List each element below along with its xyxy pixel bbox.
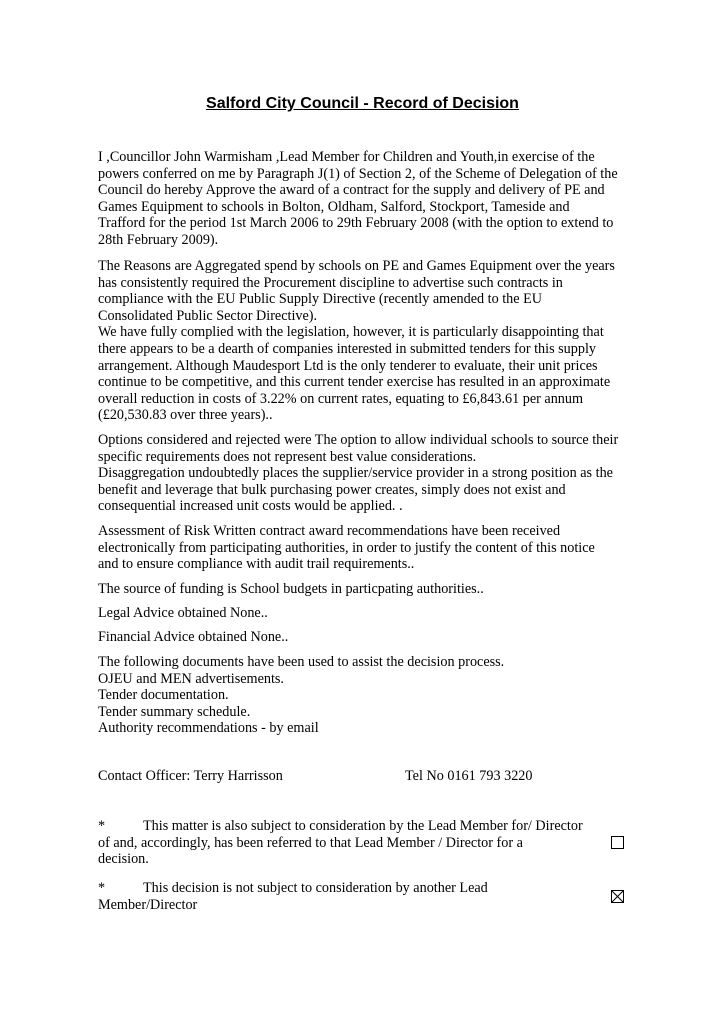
page-title: Salford City Council - Record of Decision xyxy=(206,95,519,112)
risk-line: Assessment of Risk Written contract award recommendations have been received xyxy=(98,523,561,539)
referral-note xyxy=(98,818,598,868)
reasons-line: (£20,530.83 over three years).. xyxy=(98,407,273,424)
options-line: Options considered and rejected were The option to allow individual schools to source their xyxy=(98,432,619,448)
risk-paragraph xyxy=(98,523,658,573)
decision-line: Council do hereby Approve the award of a contract for the supply and delivery of PE and xyxy=(98,182,605,199)
no-referral-checkbox[interactable] xyxy=(611,890,624,903)
options-line: benefit and leverage that bulk purchasing power creates, simply does not exist and xyxy=(98,481,566,498)
documents-line: The following documents have been used to assist the decision process. xyxy=(98,654,505,670)
decision-line: Games Equipment to schools in Bolton, Oldham, Salford, Stockport, Tameside and xyxy=(98,198,570,215)
legal-advice-text: Legal Advice obtained None.. xyxy=(98,605,268,621)
note-line: of and, accordingly, has been referred to that Lead Member / Director for a xyxy=(98,834,523,851)
funding-text: The source of funding is School budgets in particpating authorities.. xyxy=(98,581,484,597)
documents-paragraph xyxy=(98,654,658,737)
financial-advice-paragraph xyxy=(98,629,658,646)
documents-line: Authority recommendations - by email xyxy=(98,720,319,737)
decision-line: Trafford for the period 1st March 2006 to 29th February 2008 (with the option to extend to xyxy=(98,215,614,232)
referral-checkbox[interactable] xyxy=(611,836,624,849)
reasons-line: Consolidated Public Sector Directive). xyxy=(98,307,318,324)
options-line: consequential increased unit costs would be applied. . xyxy=(98,498,403,515)
reasons-line: there appears to be a dearth of companies interested in submitted tenders for this supply xyxy=(98,340,596,357)
no-referral-note xyxy=(98,880,598,913)
note-line: Member/Director xyxy=(98,896,198,913)
decision-line: 28th February 2009). xyxy=(98,231,219,248)
contact-phone: Tel No 0161 793 3220 xyxy=(405,768,533,784)
reasons-line: continue to be competitive, and this current tender exercise has resulted in an approximate xyxy=(98,374,611,391)
note-marker: * xyxy=(98,818,106,834)
note-line: This decision is not subject to consideration by another Lead xyxy=(143,880,488,896)
funding-paragraph xyxy=(98,581,658,598)
reasons-line: overall reduction in costs of 3.22% on current rates, equating to £6,843.61 per annum xyxy=(98,390,584,407)
risk-line: and to ensure compliance with audit trail requirements.. xyxy=(98,556,415,573)
options-line: Disaggregation undoubtedly places the supplier/service provider in a strong position as the xyxy=(98,465,613,482)
reasons-line: We have fully complied with the legislation, however, it is particularly disappointing that xyxy=(98,324,604,341)
decision-line: I ,Councillor John Warmisham ,Lead Member for Children and Youth,in exercise of the xyxy=(98,149,595,165)
risk-line: electronically from participating authorities, in order to justify the content of this notice xyxy=(98,539,595,556)
reasons-line: compliance with the EU Public Supply Directive (recently amended to the EU xyxy=(98,291,543,308)
documents-line: Tender documentation. xyxy=(98,687,229,704)
reasons-line: arrangement. Although Maudesport Ltd is the only tenderer to evaluate, their unit prices xyxy=(98,357,598,374)
options-line: specific requirements does not represent best value considerations. xyxy=(98,448,477,465)
reasons-line: The Reasons are Aggregated spend by schools on PE and Games Equipment over the years xyxy=(98,258,615,274)
reasons-line: has consistently required the Procurement discipline to advertise such contracts in xyxy=(98,274,563,291)
decision-paragraph xyxy=(98,149,658,249)
options-paragraph xyxy=(98,432,658,515)
financial-advice-text: Financial Advice obtained None.. xyxy=(98,629,289,645)
contact-officer: Contact Officer: Terry Harrisson xyxy=(98,768,283,784)
documents-line: Tender summary schedule. xyxy=(98,703,251,720)
checkbox-cross-icon xyxy=(612,891,623,902)
documents-line: OJEU and MEN advertisements. xyxy=(98,670,284,687)
legal-advice-paragraph xyxy=(98,605,658,622)
decision-line: powers conferred on me by Paragraph J(1) of Section 2, of the Scheme of Delegation of the xyxy=(98,165,618,182)
note-line: This matter is also subject to consideration by the Lead Member for/ Director xyxy=(143,818,583,834)
note-marker: * xyxy=(98,880,106,896)
reasons-paragraph xyxy=(98,258,658,424)
note-line: decision. xyxy=(98,851,149,868)
